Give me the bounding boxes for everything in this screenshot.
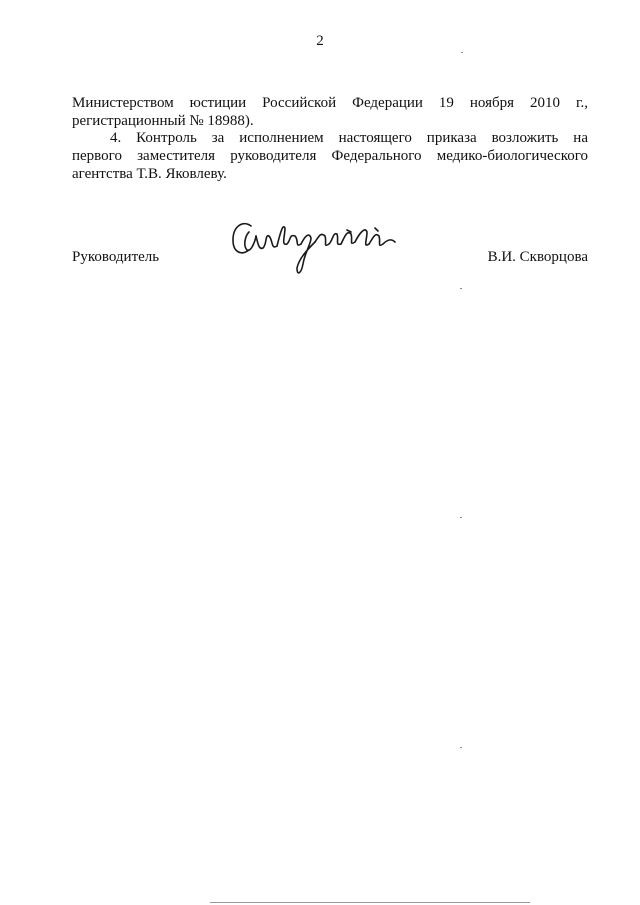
handwritten-signature: [225, 212, 410, 282]
body-line: 4. Контроль за исполнением настоящего приказа возложить на: [110, 130, 588, 146]
body-line: Министерством юстиции Российской Федерации 19 ноября 2010 г.,: [72, 95, 588, 111]
scan-artifact: [460, 288, 462, 289]
body-line: первого заместителя руководителя Федерального медико-биологического: [72, 148, 588, 164]
scan-artifact: [460, 517, 462, 518]
signatory-name: В.И. Скворцова: [487, 249, 588, 265]
scan-edge: [210, 902, 530, 903]
body-line: регистрационный № 18988).: [72, 113, 254, 129]
body-line: агентства Т.В. Яковлеву.: [72, 166, 227, 182]
page-number: 2: [316, 33, 324, 49]
scan-artifact: [460, 747, 462, 748]
signatory-title: Руководитель: [72, 249, 160, 265]
scan-artifact: [461, 52, 463, 53]
